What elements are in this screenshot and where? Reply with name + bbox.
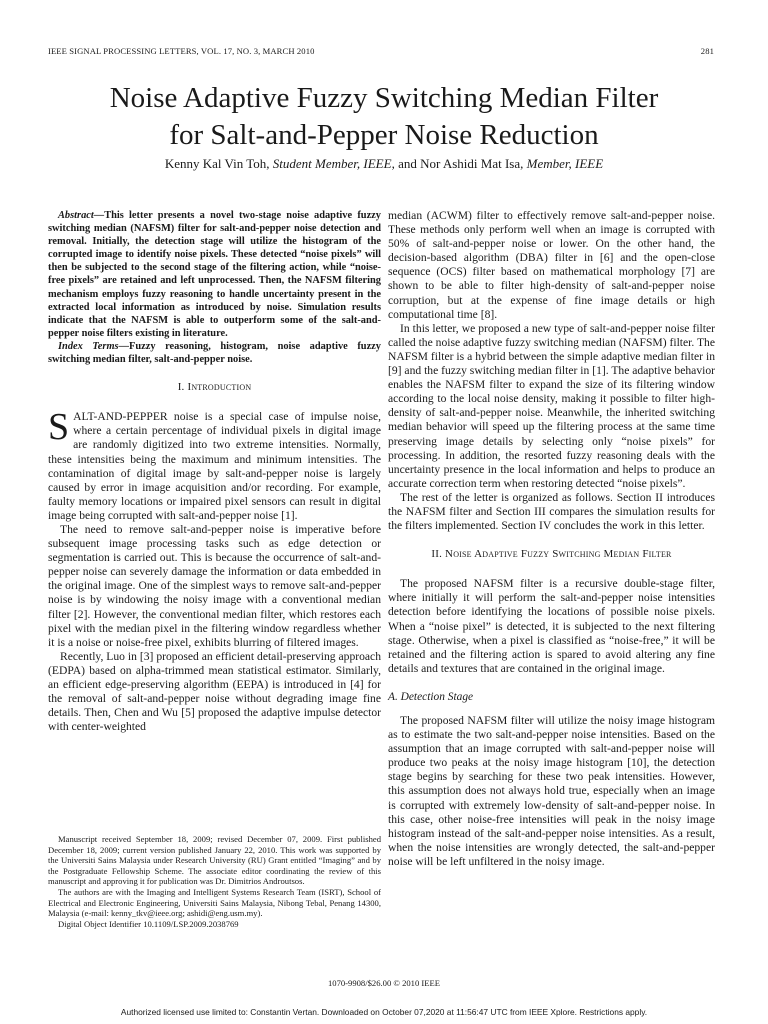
page-number: 281 [700,46,714,56]
section-number: I. [177,381,185,394]
right-paragraph-2: In this letter, we proposed a new type of salt-and-pepper noise filter called the noise adaptive fuzzy switching median (NAFSM) filter. The NAFSM filter is a hybrid between the simple adaptive median filter in [9] and the fuzzy switching median filter in [1]. The adaptive behavior enables the NAFSM filter to expand the size of its filtering window according to the local noise density, making it possible to filter high-density of salt-and-pepper noise. Meanwhile, the inherited switching median behavior will speed up the filtering process at the same time preserving image details by selecting only “noise pixels” for processing. In addition, the resorted fuzzy reasoning deals with the uncertainty presence in the local information and helps to produce an accurate correction term when restoring detected “noise pixels”. [388,321,715,490]
right-paragraph-1: median (ACWM) filter to effectively remove salt-and-pepper noise. These methods only perform well when an image is corrupted with 50% of salt-and-pepper noise or lower. On the other hand, the decision-based algorithm (DBA) filter in [6] and the open-close sequence (OCS) filter based on mathematical morphology [7] are shown to be able to filter high-density of salt-and-pepper noise corruption, but at the expense of fine image details or high computational time [8]. [388,209,715,321]
author-line [40,156,728,172]
abstract [48,209,381,340]
intro-paragraph-3: Recently, Luo in [3] proposed an efficient detail-preserving approach (EDPA) based on alpha-trimmed mean statistical estimator. Similarly, an efficient edge-preserving algorithm (EEPA) is introduced in [4] for the removal of salt-and-pepper noise without degrading image fine details. Then, Chen and Wu [5] proposed the adaptive impulse detector with center-weighted [48,649,381,734]
detection-paragraph-1: The proposed NAFSM filter will utilize the noisy image histogram as to estimate the two salt-and-pepper noise intensities. Based on the assumption that an image corrupted with salt-and-pepper noise will produce two peaks at the noisy image histogram [10], the detection stage begins by searching for these two peak intensities. However, this assumption does not always hold true, especially when an image is corrupted with extremely low-density of salt-and-pepper noise. In this case, other noise-free intensities will peak in the noisy image histogram instead of the salt-and-pepper noise intensities. As a result, when the noise intensities are wrongly detected, the salt-and-pepper noise will be left unfiltered in the noisy image. [388,714,715,868]
index-terms [48,340,381,366]
section-heading-introduction [48,380,381,394]
intro-paragraph-1 [48,406,381,523]
footnote-affiliation: The authors are with the Imaging and Intelligent Systems Research Team (ISRT), School of Electrical and Electronic Engineering, Universiti Sains Malaysia, Nibong Tebal, Penang 14300, Malaysia (e-mail: kenny_tkv@ieee.org; ashidi@eng.usm.my). [48,886,381,919]
title-line-2: for Salt-and-Pepper Noise Reduction [169,119,599,151]
index-terms-label: Index Terms— [58,340,129,352]
abstract-label: Abstract— [58,210,105,221]
author-1-role: Student Member, IEEE, [272,156,395,171]
intro-paragraph-1-text: ALT-AND-PEPPER noise is a special case of impulse noise, where a certain percentage of individual pixels in digital image are randomly digitized into two extreme intensities. Normally, these intensities being the maximum and minimum intensities. The contamination of digital image by salt-and-pepper noise is largely caused by error in image acquisition and/or recording. For example, faulty memory locations or impaired pixel sensors can result in digital image being corrupted with salt-and-pepper noise [1]. [48,410,381,522]
abstract-text: This letter presents a novel two-stage noise adaptive fuzzy switching median (NAFSM) filter for salt-and-pepper noise detection and removal. Initially, the detection stage will utilize the histogram of the corrupted image to identify noise pixels. These detected “noise pixels” will then be subjected to the second stage of the filtering action, while “noise-free pixels” are retained and left unprocessed. Then, the NAFSM filtering mechanism employs fuzzy reasoning to handle uncertainty present in the extracted local information as introduced by noise. Simulation results indicate that the NAFSM is able to outperform some of the salt-and-pepper noise filters existing in literature. [48,210,381,339]
right-paragraph-3: The rest of the letter is organized as follows. Section II introduces the NAFSM filter and Section III compares the simulation results for the filters implemented. Section IV concludes the work in this letter. [388,490,715,533]
section-heading-nafsm [388,547,715,561]
section-title: Introduction [187,381,252,394]
running-header [48,46,714,56]
section-number: II. [431,548,443,561]
paper-title [40,80,728,154]
footnote-manuscript: Manuscript received September 18, 2009; revised December 07, 2009. First published December 18, 2009; current version published January 22, 2010. This work was supported by the Universiti Sains Malaysia under Research University (RU) Grant entitled “Imaging” and by the Postgraduate Fellowship Scheme. The associate editor coordinating the review of this manuscript and approving it for publication was Dr. Dimitrios Androutsos. [48,834,381,887]
footnote-doi: Digital Object Identifier 10.1109/LSP.2009.2038769 [58,918,239,929]
copyright-line: 1070-9908/$26.00 © 2010 IEEE [327,978,441,988]
section2-paragraph-1: The proposed NAFSM filter is a recursive double-stage filter, where initially it will perform the salt-and-pepper noise intensities detection before identifying the locations of possible noise pixels. When a “noise pixel” is detected, it is subjected to the next filtering stage. Otherwise, when a pixel is classified as “noise-free,” it will be retained and the filtering action is spared to avoid altering any fine details and textures that are contained in the original image. [388,577,715,675]
title-line-1: Noise Adaptive Fuzzy Switching Median Filter [109,82,659,114]
subsection-heading-detection: A. Detection Stage [388,690,474,703]
footnote [48,834,381,929]
right-column [388,209,715,869]
author-2-name: Nor Ashidi Mat Isa, [420,156,524,171]
index-terms-text: Fuzzy reasoning, histogram, noise adaptive fuzzy switching median filter, salt-and-pepper noise. [48,340,381,366]
intro-paragraph-2: The need to remove salt-and-pepper noise is imperative before subsequent image processing tasks such as edge detection or segmentation is carried out. This is because the occurrence of salt-and-pepper noise can severely damage the information or data embedded in the original image. One of the simplest ways to remove salt-and-pepper noise is by windowing the noisy image with a conventional median filter [2]. However, the conventional median filter, which restores each pixel with the median pixel in the filtering window regardless whether it is a noise or noise-free pixel, exhibits blurring of filtered images. [48,522,381,649]
author-1-name: Kenny Kal Vin Toh, [164,156,270,171]
license-notice: Authorized licensed use limited to: Constantin Vertan. Downloaded on October 07,2020 at 11:56:47 UTC from IEEE Xplore. Restrictions apply. [120,1007,648,1017]
author-conjunction: and [398,156,417,171]
journal-name: IEEE SIGNAL PROCESSING LETTERS, VOL. 17, NO. 3, MARCH 2010 [48,46,315,56]
left-column [48,209,381,734]
section-title: Noise Adaptive Fuzzy Switching Median Filter [445,548,672,561]
drop-cap: S [48,406,70,449]
author-2-role: Member, IEEE [526,156,604,171]
